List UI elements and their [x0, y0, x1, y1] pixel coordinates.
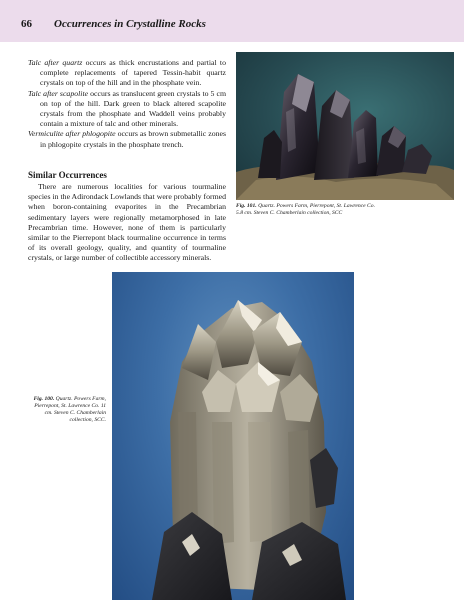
running-title: Occurrences in Crystalline Rocks [54, 18, 206, 30]
figure-101-caption [236, 203, 376, 217]
figure-100-caption [30, 396, 106, 424]
figure-label: Fig. 100. [33, 396, 55, 402]
figure-caption-text: Quartz. Powers Farm, Pierrepont, St. Lawrence Co. 11 cm. Steven C. Chamberlain collection, SCC. [34, 396, 106, 423]
page-number: 66 [21, 18, 32, 30]
definition-talc-after-quartz [28, 58, 226, 89]
page-header [0, 0, 464, 42]
figure-101-photo [236, 52, 454, 200]
definition-text: occurs as brown submetallic zones in phlogopite crystals in the phosphate trench. [40, 129, 226, 149]
section-heading: Similar Occurrences [28, 170, 107, 180]
figure-caption-text: Quartz. Powers Farm, Pierrepont, St. Lawrence Co. 5.8 cm. Steven C. Chamberlain collection, SCC [236, 203, 375, 216]
section-body: There are numerous localities for various tourmaline species in the Adirondack Lowlands that were probably formed when boron-containing evaporites in the Precambrian sedimentary layers were regionally metamorphosed in late Precambrian time. However, none of them is particularly similar to the Pierrepont black tourmaline occurrence in terms of its overall geology, quality, and quantity of tourmaline crystals, or large number of collectible accessory minerals. [28, 182, 226, 263]
quartz-specimen-dark-image [236, 52, 454, 200]
definition-term: Talc after quartz [28, 58, 83, 67]
definition-talc-after-scapolite [28, 89, 226, 130]
figure-label: Fig. 101. [236, 203, 257, 209]
definitions-list [28, 58, 226, 150]
definition-vermiculite-after-phlogopite [28, 129, 226, 149]
figure-100-photo [112, 272, 354, 600]
quartz-specimen-smoky-image [112, 272, 354, 600]
definition-text: occurs as translucent green crystals to 5 cm on top of the hill. Dark green to black altered scapolite crystals from the phosphate and Waddell veins probably contain a mixture of talc and other minerals. [40, 88, 227, 129]
definition-term: Vermiculite after phlogopite [28, 129, 116, 139]
definition-term: Talc after scapolite [28, 88, 89, 98]
definition-text: occurs as thick encrustations and partial to complete replacements of tapered Tessin-habit quartz crystals on top of the hill and in the phosphate vein. [40, 58, 226, 88]
